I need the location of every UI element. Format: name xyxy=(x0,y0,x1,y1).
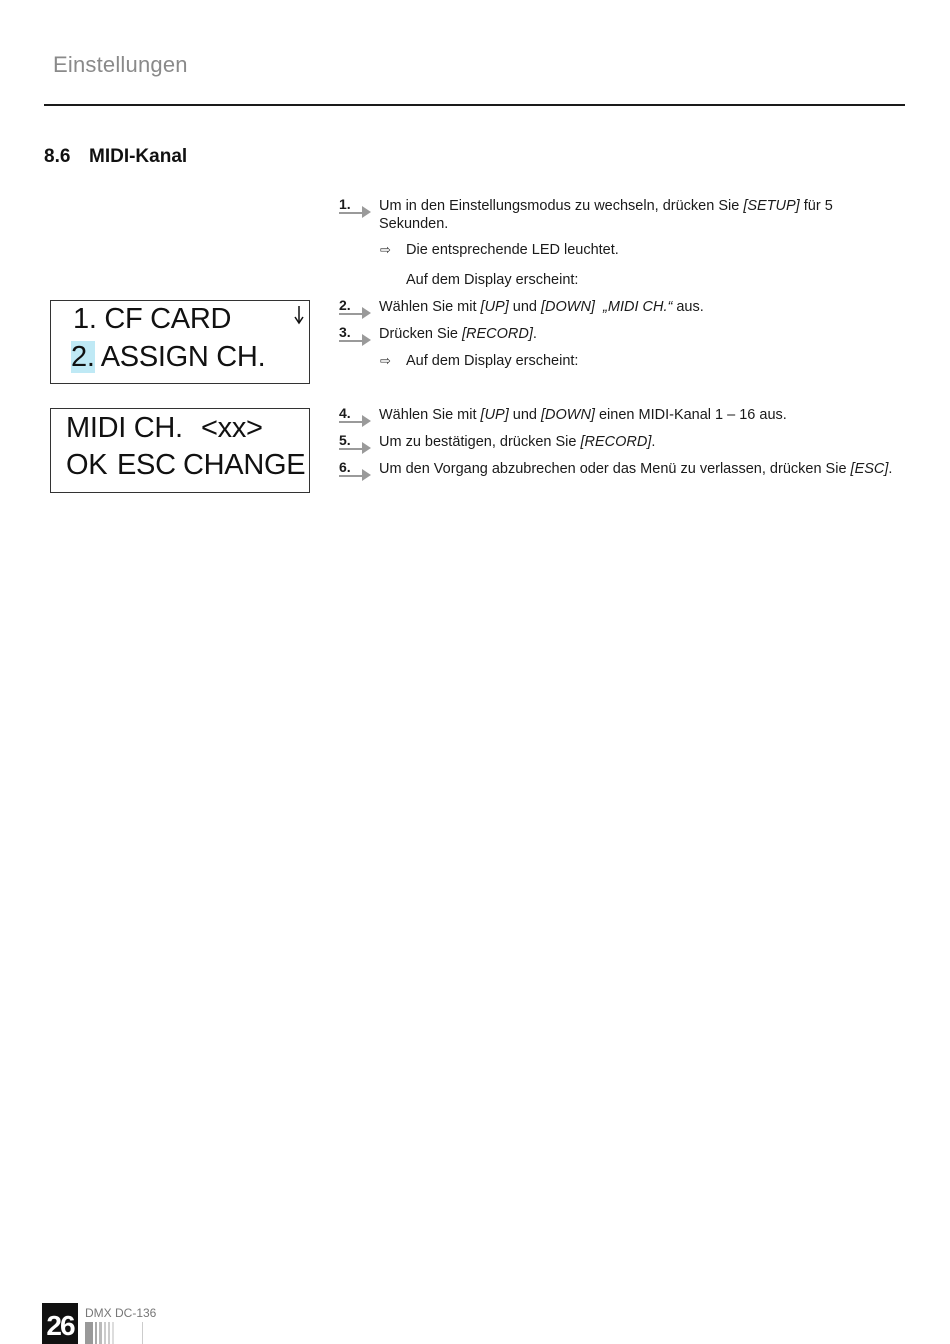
display-note-1: Auf dem Display erscheint: xyxy=(406,272,579,288)
step-text: Um in den Einstellungsmodus zu wechseln, drücken Sie [SETUP] für 5 Sekunden. xyxy=(379,198,833,232)
key-record: [RECORD] xyxy=(462,326,533,342)
menu-item-midi-ch: „MIDI CH.“ xyxy=(603,299,673,315)
scroll-down-arrow-icon xyxy=(293,305,305,325)
key-down: [DOWN] xyxy=(541,407,595,423)
key-esc: [ESC] xyxy=(850,461,889,477)
step-text: Wählen Sie mit [UP] und [DOWN] „MIDI CH.“ aus. xyxy=(379,299,704,315)
section-heading xyxy=(44,146,187,168)
lcd-softkey-esc: ESC xyxy=(117,449,176,481)
lcd-midi-value: <xx> xyxy=(201,412,263,444)
key-up: [UP] xyxy=(480,299,509,315)
lcd-midi-label: MIDI CH. xyxy=(66,412,183,444)
lcd-row-1: 1. CF CARD xyxy=(73,303,232,335)
section-number: 8.6 xyxy=(44,146,71,167)
header-divider xyxy=(44,104,905,106)
key-up: [UP] xyxy=(480,407,509,423)
footer-model-name: DMX DC-136 xyxy=(85,1306,157,1320)
result-display: ⇨ Auf dem Display erscheint: xyxy=(380,353,579,369)
step-text: Drücken Sie [RECORD]. xyxy=(379,326,537,342)
step-text: Wählen Sie mit [UP] und [DOWN] einen MIDI-Kanal 1 – 16 aus. xyxy=(379,407,787,423)
step-marker-icon: 6. xyxy=(338,460,374,478)
step-text: Um den Vorgang abzubrechen oder das Menü zu verlassen, drücken Sie [ESC]. xyxy=(379,461,893,477)
step-marker-icon: 5. xyxy=(338,433,374,451)
step-text: Um zu bestätigen, drücken Sie [RECORD]. xyxy=(379,434,656,450)
footer-barcode-decoration xyxy=(85,1322,147,1344)
section-title: MIDI-Kanal xyxy=(89,146,188,167)
page-number: 26 xyxy=(42,1303,78,1344)
key-record: [RECORD] xyxy=(580,434,652,450)
lcd-display-menu xyxy=(50,300,310,384)
result-arrow-icon: ⇨ xyxy=(380,242,391,257)
lcd-cursor-highlight: 2. xyxy=(71,341,95,373)
lcd-display-midi-channel xyxy=(50,408,310,493)
key-down: [DOWN] xyxy=(541,299,595,315)
result-led: ⇨ Die entsprechende LED leuchtet. xyxy=(380,242,619,258)
page-header-title: Einstellungen xyxy=(53,52,188,77)
lcd-row-2: 2. ASSIGN CH. xyxy=(71,341,266,373)
lcd-softkey-ok: OK xyxy=(66,449,108,481)
step-marker-icon: 1. xyxy=(338,197,374,215)
step-marker-icon: 2. xyxy=(338,298,374,316)
step-marker-icon: 3. xyxy=(338,325,374,343)
step-marker-icon: 4. xyxy=(338,406,374,424)
result-arrow-icon: ⇨ xyxy=(380,353,391,368)
key-setup: [SETUP] xyxy=(743,198,800,214)
lcd-softkey-change: CHANGE xyxy=(183,449,306,481)
